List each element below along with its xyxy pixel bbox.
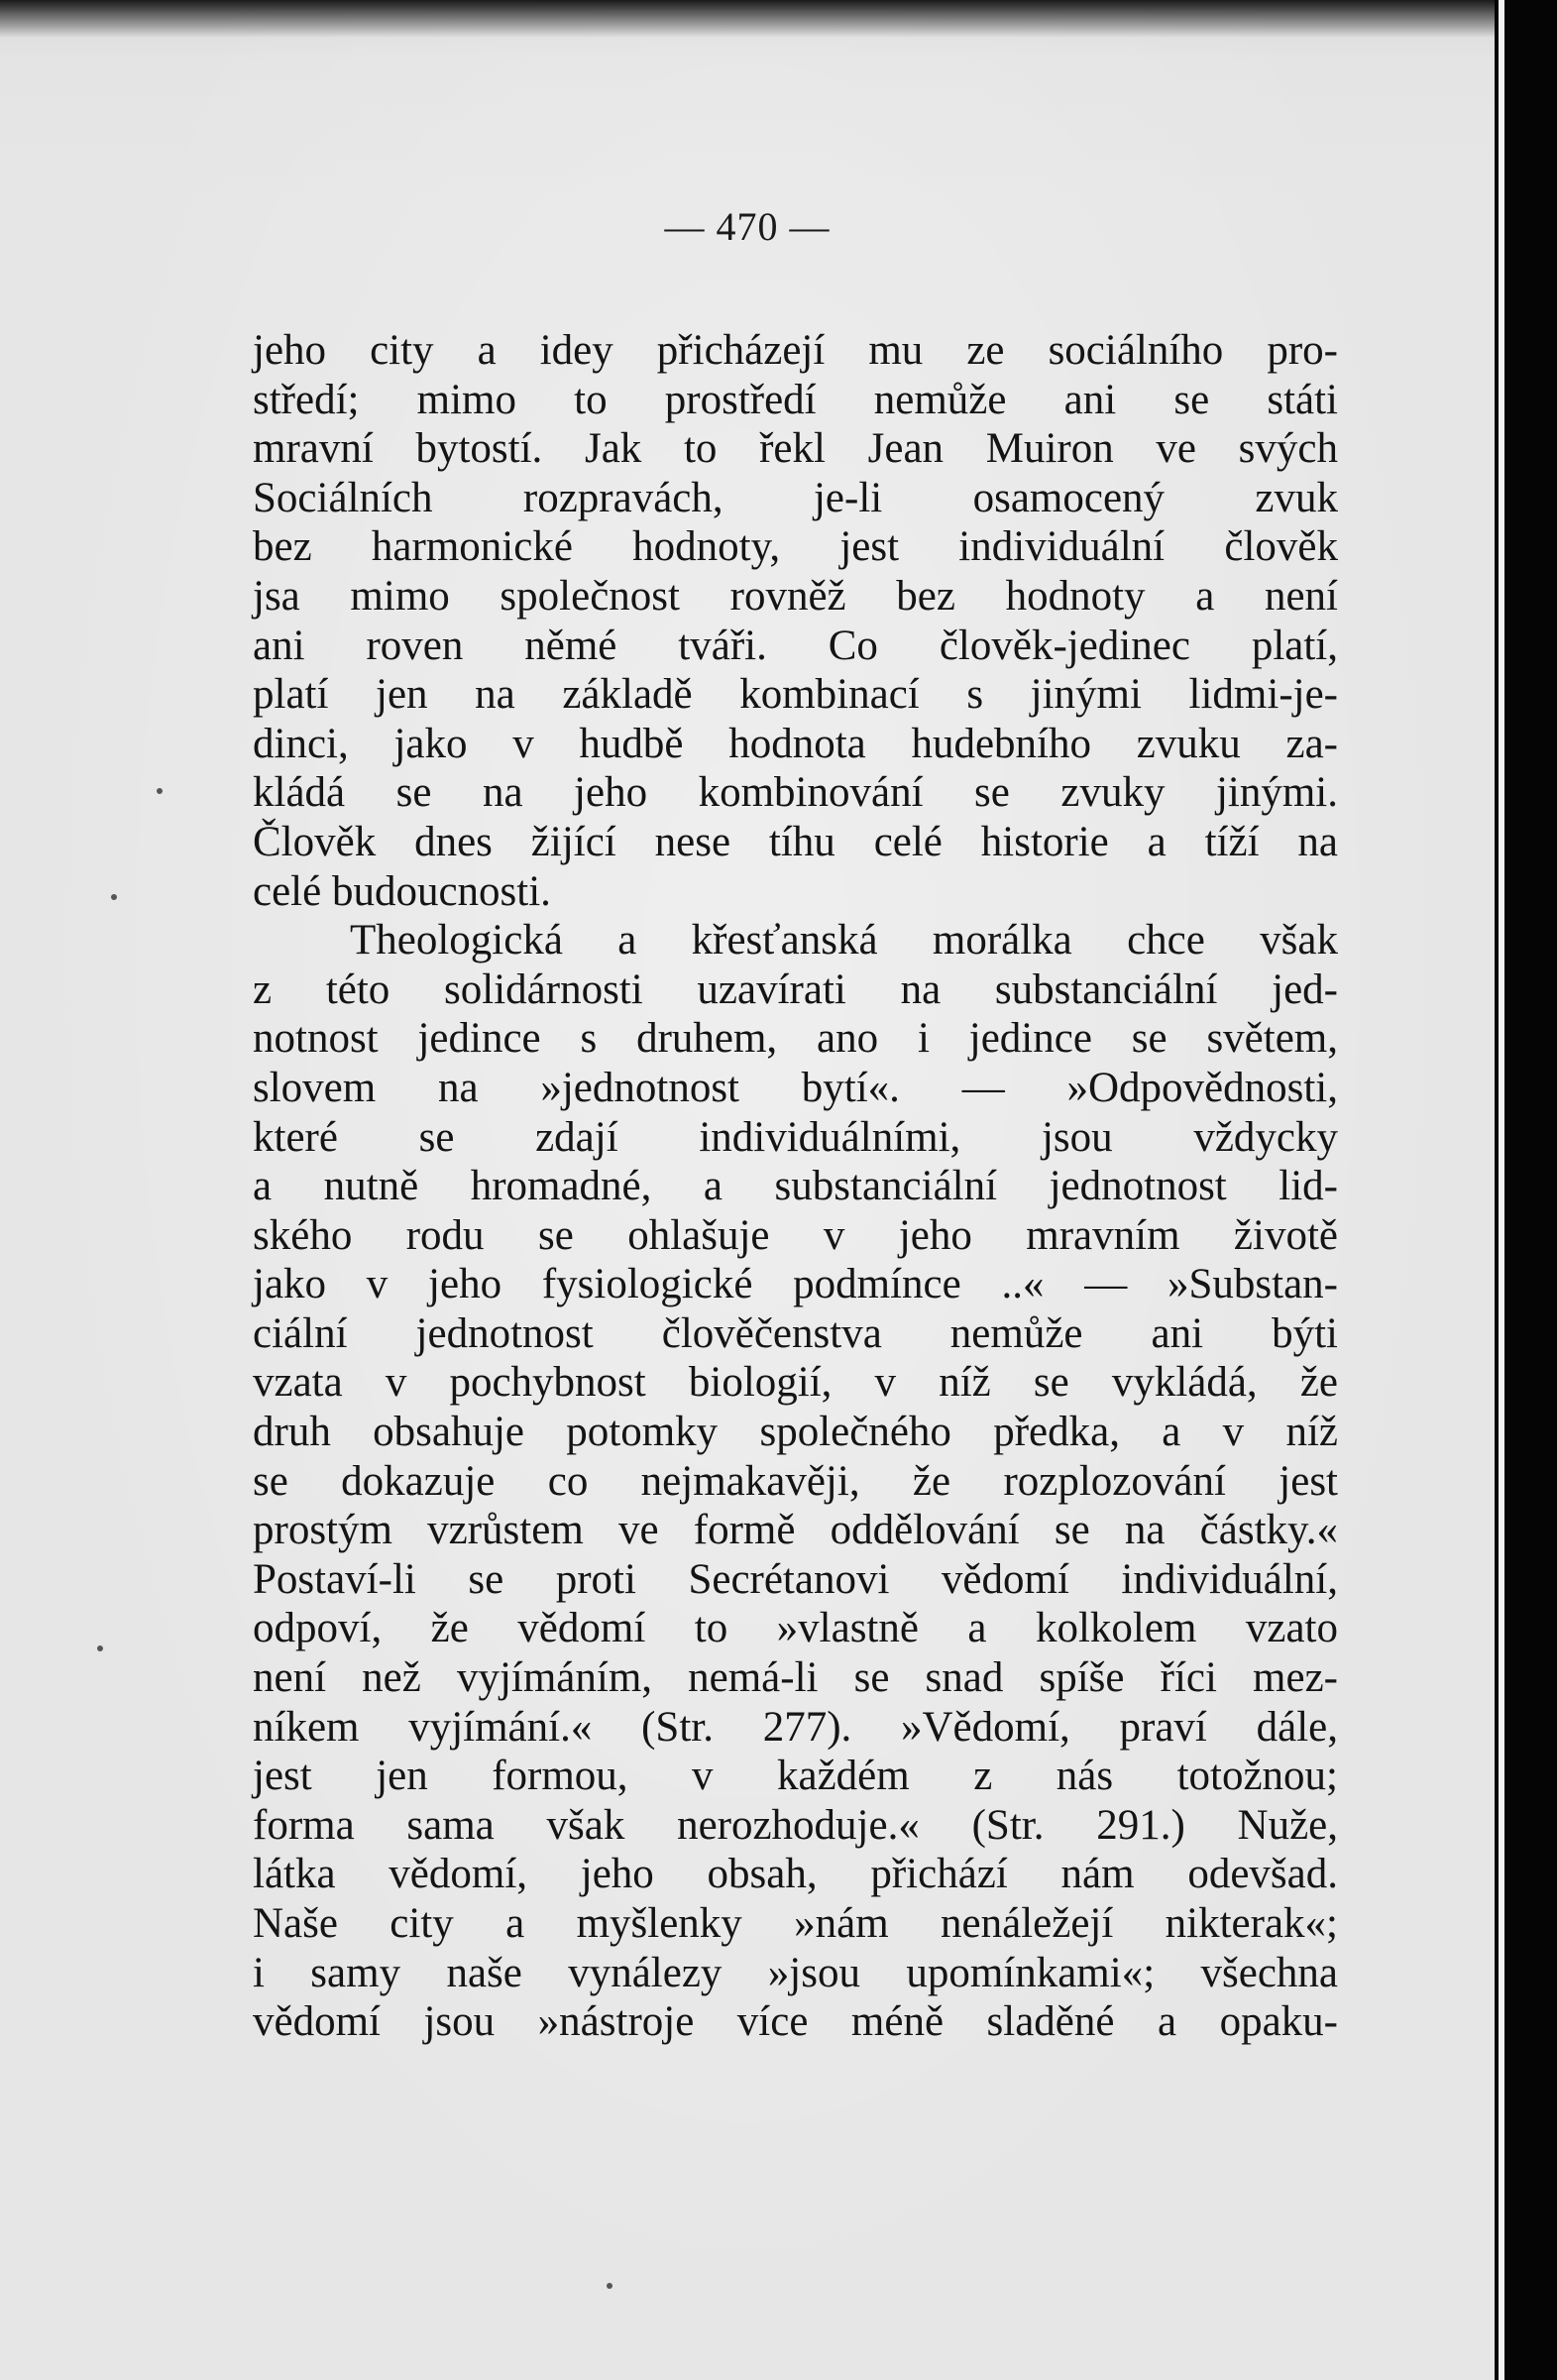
text-line: dinci, jako v hudbě hodnota hudebního zvuku za- [253,720,1338,767]
text-line: kládá se na jeho kombinování se zvuky jinými. [253,769,1338,817]
text-line: se dokazuje co nejmakavěji, že rozplozování jest [253,1457,1338,1505]
text-line: forma sama však nerozhoduje.« (Str. 291.) Nuže, [253,1801,1338,1849]
text-line: látka vědomí, jeho obsah, přichází nám odevšad. [253,1851,1338,1898]
spine-edge [1499,0,1504,2380]
page-number: — 470 — [664,204,831,249]
text-line: ského rodu se ohlašuje v jeho mravním životě [253,1211,1338,1259]
text-line: ani roven němé tváři. Co člověk-jedinec platí, [253,622,1338,669]
text-line: ciální jednotnost člověčenstva nemůže ani býti [253,1309,1338,1357]
text-line: středí; mimo to prostředí nemůže ani se státi [253,376,1338,423]
text-line: z této solidárnosti uzavírati na substanciální jed- [253,965,1338,1013]
body-text [253,326,1338,2047]
text-line: prostým vzrůstem ve formě oddělování se na částky.« [253,1507,1338,1554]
text-line: vzata v pochybnost biologií, v níž se vykládá, že [253,1359,1338,1407]
text-line: není než vyjímáním, nemá-li se snad spíše říci mez- [253,1654,1338,1702]
text-line: vědomí jsou »nástroje více méně sladěné a opaku- [253,1998,1338,2046]
paper-speck [97,1645,103,1651]
text-line: slovem na »jednotnost bytí«. — »Odpovědnosti, [253,1064,1338,1111]
text-line: i samy naše vynálezy »jsou upomínkami«; všechna [253,1949,1338,1996]
text-line: bez harmonické hodnoty, jest individuální člověk [253,523,1338,571]
text-line: odpoví, že vědomí to »vlastně a kolkolem vzato [253,1605,1338,1652]
text-line: jest jen formou, v každém z nás totožnou; [253,1753,1338,1800]
text-line: druh obsahuje potomky společného předka, a v níž [253,1409,1338,1456]
paper-speck [607,2283,612,2289]
text-line: jsa mimo společnost rovněž bez hodnoty a není [253,572,1338,620]
text-line: platí jen na základě kombinací s jinými lidmi-je- [253,671,1338,719]
text-line: Naše city a myšlenky »nám nenáležejí nikterak«; [253,1900,1338,1947]
text-line: jako v jeho fysiologické podmínce ..« — »Substan- [253,1261,1338,1308]
text-line: jeho city a idey přicházejí mu ze sociálního pro- [253,327,1338,374]
text-line: Sociálních rozpravách, je-li osamocený zvuk [253,474,1338,521]
text-line: a nutně hromadné, a substanciální jednotnost lid- [253,1163,1338,1210]
text-line: notnost jedince s druhem, ano i jedince se světem, [253,1015,1338,1063]
paper-speck [111,894,117,900]
top-edge-shadow [0,0,1495,38]
text-line: níkem vyjímání.« (Str. 277). »Vědomí, praví dále, [253,1703,1338,1751]
text-line: Člověk dnes žijící nese tíhu celé historie a tíží na [253,818,1338,865]
paper-speck [157,788,163,794]
text-line: mravní bytostí. Jak to řekl Jean Muiron ve svých [253,425,1338,473]
text-line: které se zdají individuálními, jsou vždycky [253,1113,1338,1161]
text-line: Postaví-li se proti Secrétanovi vědomí individuální, [253,1555,1338,1603]
text-line: Theologická a křesťanská morálka chce však [350,917,1338,964]
text-line: celé budoucnosti. [253,867,551,915]
